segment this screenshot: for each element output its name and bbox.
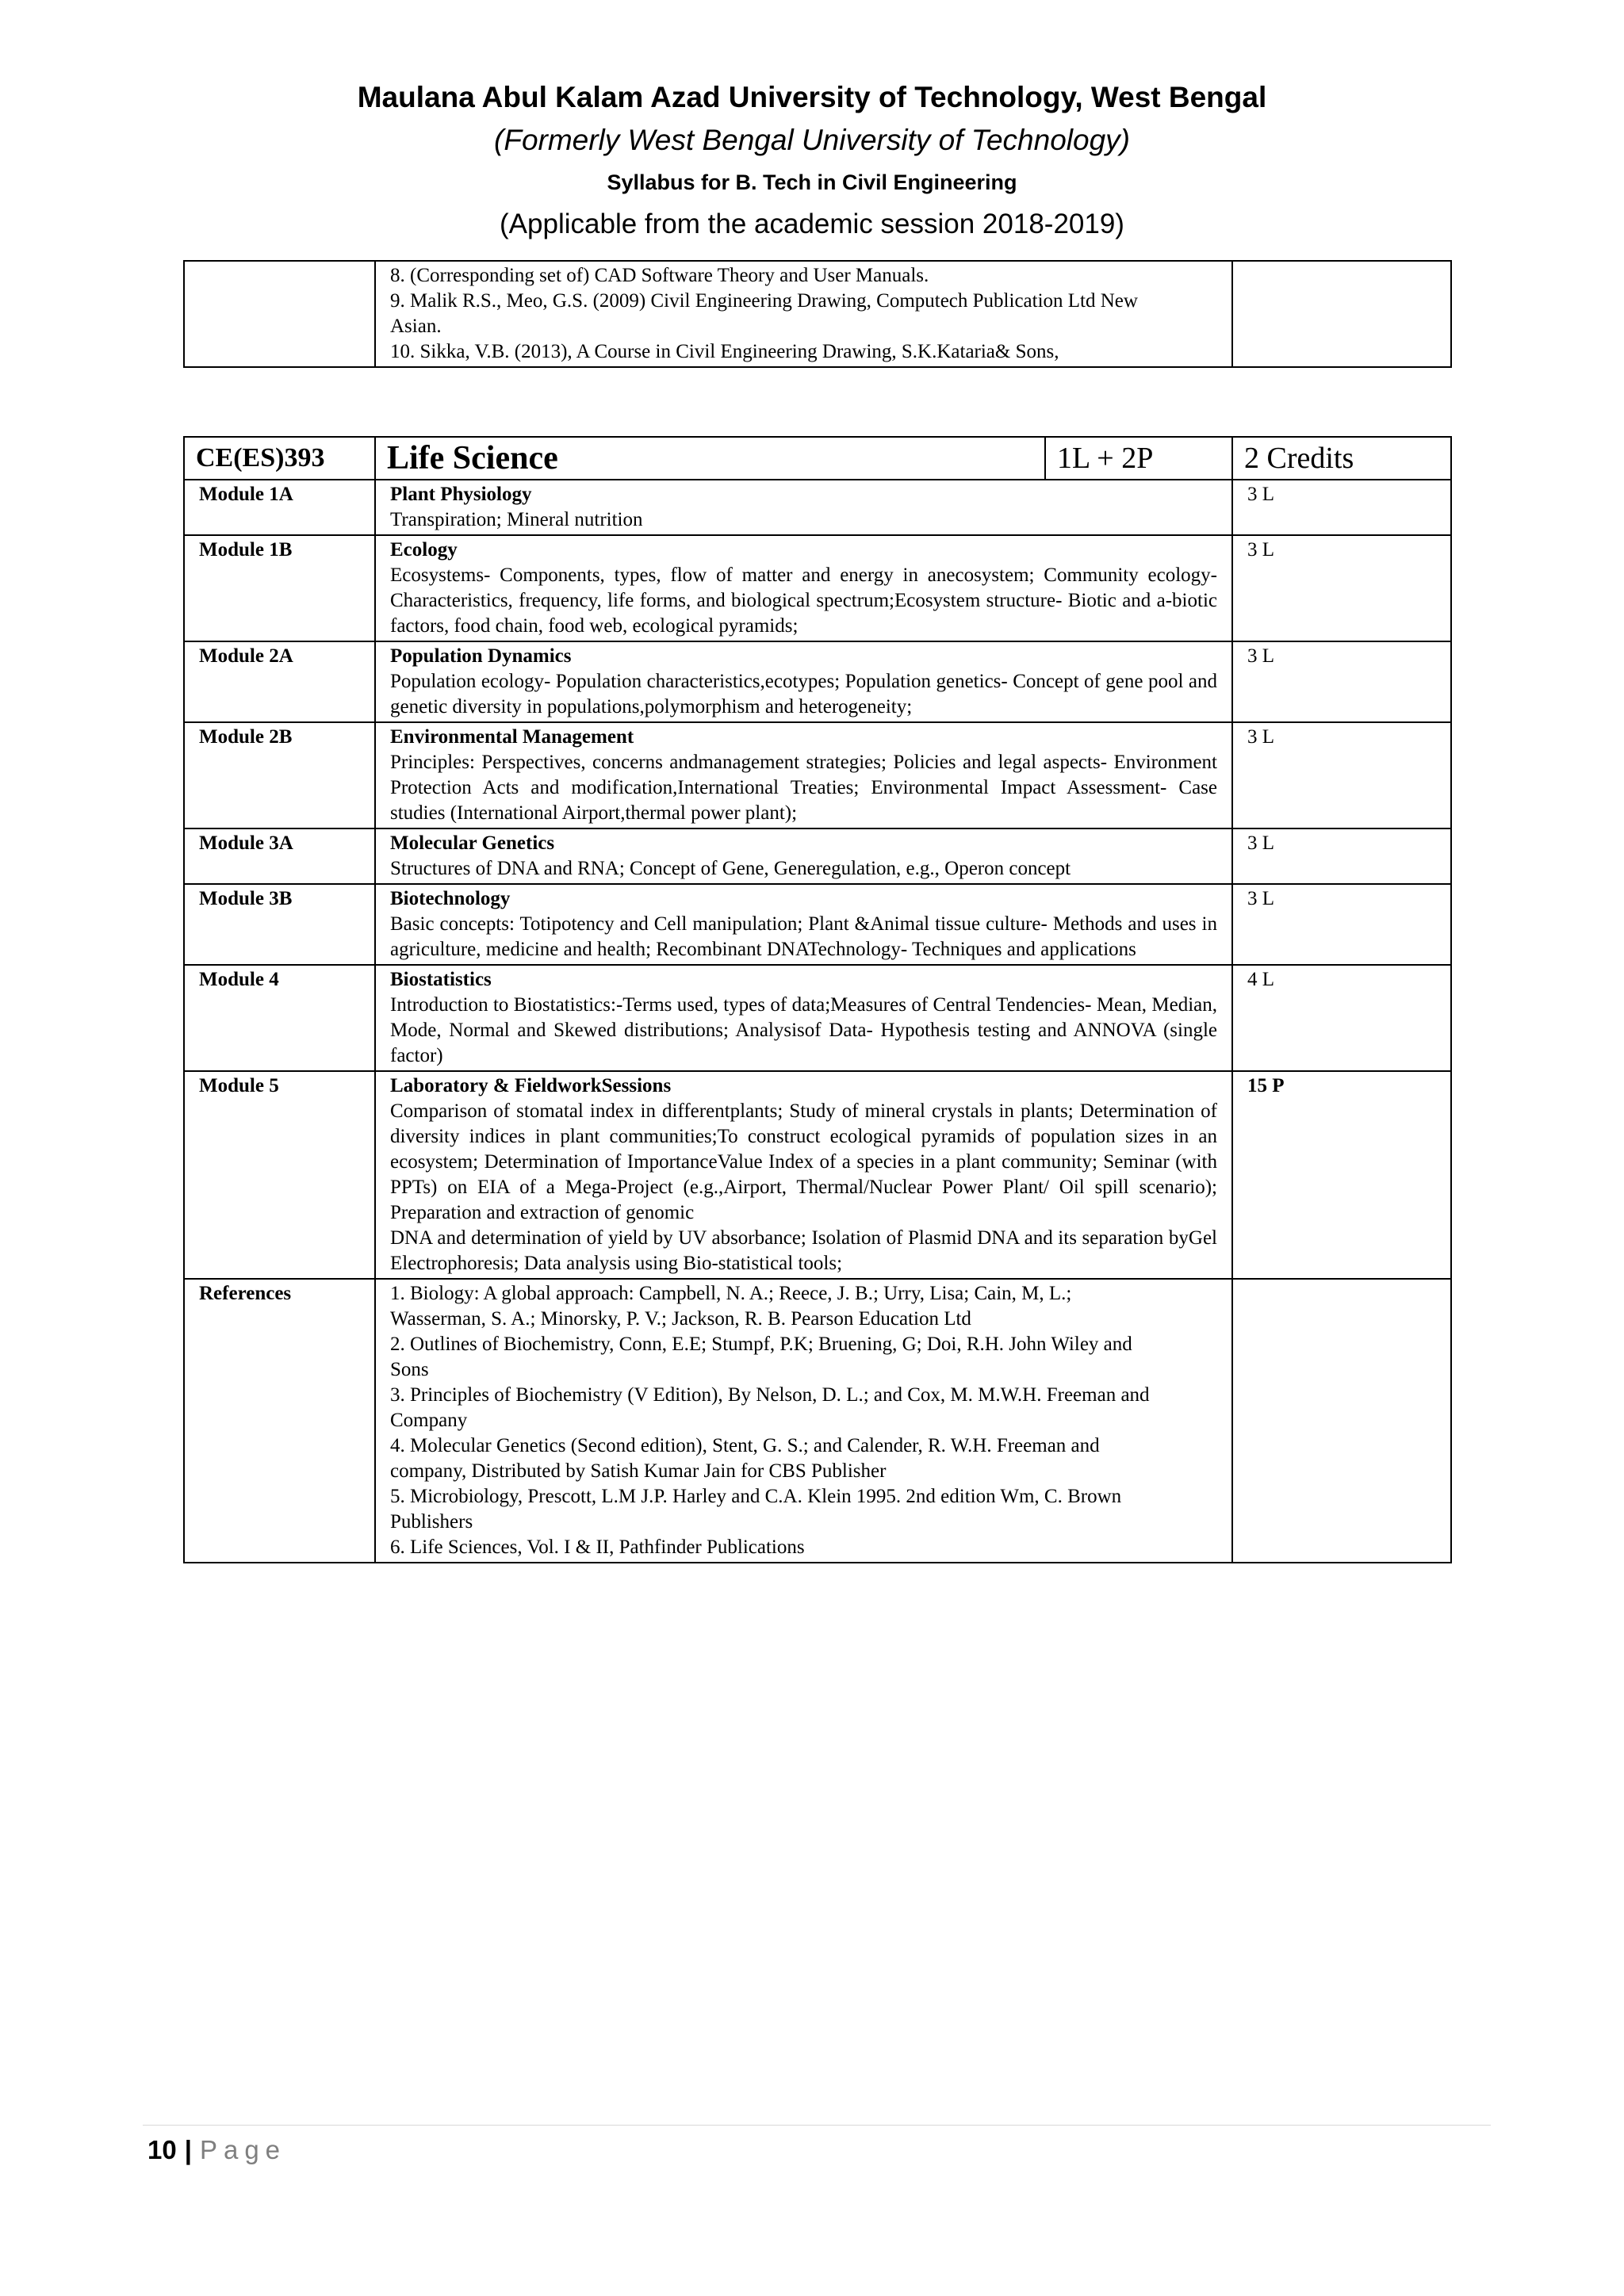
reference-line: 4. Molecular Genetics (Second edition), Stent, G. S.; and Calender, R. W.H. Freeman and xyxy=(390,1435,1100,1456)
module-description: Ecosystems- Components, types, flow of matter and energy in anecosystem; Community ecology- Characteristics, frequency, life forms, and biological spectrum;Ecosystem structure- Biotic and a-biotic factors, food chain, food web, ecological pyramids; xyxy=(390,564,1217,637)
module-content xyxy=(375,884,1232,965)
module-title: Laboratory & FieldworkSessions xyxy=(390,1075,672,1096)
module-hours: 3 L xyxy=(1232,884,1451,965)
empty-cell xyxy=(184,261,375,367)
reference-line: 2. Outlines of Biochemistry, Conn, E.E; Stumpf, P.K; Bruening, G; Doi, R.H. John Wiley and xyxy=(390,1334,1132,1355)
session-note: (Applicable from the academic session 2018-2019) xyxy=(500,209,1124,239)
module-hours: 3 L xyxy=(1232,722,1451,828)
module-description: Transpiration; Mineral nutrition xyxy=(390,509,643,530)
university-name: Maulana Abul Kalam Azad University of Technology, West Bengal xyxy=(357,81,1267,113)
reference-line: Sons xyxy=(390,1359,429,1380)
course-credits: 2 Credits xyxy=(1232,437,1451,480)
formerly-name: (Formerly West Bengal University of Technology) xyxy=(494,124,1130,156)
reference-line: Company xyxy=(390,1410,468,1431)
module-hours: 3 L xyxy=(1232,828,1451,884)
module-content xyxy=(375,1071,1232,1279)
module-description: Introduction to Biostatistics:-Terms used, types of data;Measures of Central Tendencies- Mean, Median, Mode, Normal and Skewed distributions; Analysisof Data- Hypothesis testing and ANNOVA (single factor) xyxy=(390,994,1217,1066)
module-label: Module 3A xyxy=(184,828,375,884)
previous-references-table xyxy=(183,260,1452,368)
module-description-continued: DNA and determination of yield by UV absorbance; Isolation of Plasmid DNA and its separation byGel Electrophoresis; Data analysis using Bio-statistical tools; xyxy=(390,1227,1217,1274)
reference-line: 6. Life Sciences, Vol. I & II, Pathfinder Publications xyxy=(390,1536,805,1558)
reference-line: 5. Microbiology, Prescott, L.M J.P. Harley and C.A. Klein 1995. 2nd edition Wm, C. Brown xyxy=(390,1486,1122,1507)
module-hours: 3 L xyxy=(1232,480,1451,535)
module-description: Structures of DNA and RNA; Concept of Gene, Generegulation, e.g., Operon concept xyxy=(390,858,1071,879)
reference-line: 1. Biology: A global approach: Campbell, N. A.; Reece, J. B.; Urry, Lisa; Cain, M, L.; xyxy=(390,1283,1072,1304)
table-row xyxy=(184,641,1451,722)
page-number: 10 xyxy=(147,2135,177,2164)
references-cell xyxy=(375,261,1232,367)
module-title: Plant Physiology xyxy=(390,484,532,505)
table-row xyxy=(184,828,1451,884)
reference-line: 9. Malik R.S., Meo, G.S. (2009) Civil Engineering Drawing, Computech Publication Ltd New xyxy=(390,290,1138,312)
module-label: Module 1B xyxy=(184,535,375,641)
table-row xyxy=(376,438,1231,479)
table-row xyxy=(184,261,1451,367)
module-title: Ecology xyxy=(390,539,458,561)
course-table xyxy=(183,436,1452,1563)
table-row xyxy=(184,535,1451,641)
footer-separator: | xyxy=(184,2135,192,2164)
module-title: Molecular Genetics xyxy=(390,832,555,854)
table-row xyxy=(184,722,1451,828)
module-label: Module 5 xyxy=(184,1071,375,1279)
reference-line: Publishers xyxy=(390,1511,473,1533)
course-code: CE(ES)393 xyxy=(184,437,375,480)
syllabus-title: Syllabus for B. Tech in Civil Engineering xyxy=(607,170,1017,194)
module-content xyxy=(375,965,1232,1071)
module-label: Module 2A xyxy=(184,641,375,722)
module-content xyxy=(375,480,1232,535)
empty-cell xyxy=(1232,261,1451,367)
module-content xyxy=(375,641,1232,722)
module-title: Population Dynamics xyxy=(390,645,572,667)
module-hours: 3 L xyxy=(1232,535,1451,641)
module-description: Comparison of stomatal index in differentplants; Study of mineral crystals in plants; Determination of diversity indices in plant communities;To construct ecological pyramids of population sizes in an ecosystem; Determination of ImportanceValue Index of a species in a plant community; Seminar (with PPTs) on EIA of a Mega-Project (e.g.,Airport, Thermal/Nuclear Power Plant/ Oil spill scenario); Preparation and extraction of genomic xyxy=(390,1100,1217,1223)
reference-line: Wasserman, S. A.; Minorsky, P. V.; Jackson, R. B. Pearson Education Ltd xyxy=(390,1308,971,1330)
module-content xyxy=(375,828,1232,884)
table-row xyxy=(184,480,1451,535)
table-row xyxy=(184,1071,1451,1279)
module-hours: 4 L xyxy=(1232,965,1451,1071)
table-row xyxy=(184,965,1451,1071)
module-description: Population ecology- Population characteristics,ecotypes; Population genetics- Concept of gene pool and genetic diversity in populations,polymorphism and heterogeneity; xyxy=(390,671,1217,718)
module-hours: 15 P xyxy=(1232,1071,1451,1279)
reference-line: Asian. xyxy=(390,316,442,337)
reference-line: 10. Sikka, V.B. (2013), A Course in Civil Engineering Drawing, S.K.Kataria& Sons, xyxy=(390,341,1059,362)
references-label: References xyxy=(184,1279,375,1563)
table-row xyxy=(184,1279,1451,1563)
footer-divider xyxy=(143,2125,1491,2126)
reference-line: company, Distributed by Satish Kumar Jain for CBS Publisher xyxy=(390,1460,887,1482)
table-row xyxy=(184,884,1451,965)
module-content xyxy=(375,535,1232,641)
reference-line: 3. Principles of Biochemistry (V Edition), By Nelson, D. L.; and Cox, M. M.W.H. Freeman and xyxy=(390,1384,1150,1406)
reference-line: 8. (Corresponding set of) CAD Software Theory and User Manuals. xyxy=(390,265,929,286)
empty-cell xyxy=(1232,1279,1451,1563)
page-label: Page xyxy=(199,2135,287,2164)
module-title: Biostatistics xyxy=(390,969,492,990)
course-title-inner xyxy=(376,438,1231,479)
course-title: Life Science xyxy=(376,438,1045,479)
module-content xyxy=(375,722,1232,828)
course-title-cell xyxy=(375,437,1232,480)
page-footer xyxy=(147,2128,286,2172)
module-description: Basic concepts: Totipotency and Cell manipulation; Plant &Animal tissue culture- Methods and uses in agriculture, medicine and health; Recombinant DNATechnology- Techniques and applications xyxy=(390,913,1217,960)
references-content xyxy=(375,1279,1232,1563)
course-ltp: 1L + 2P xyxy=(1057,442,1154,475)
module-hours: 3 L xyxy=(1232,641,1451,722)
module-label: Module 2B xyxy=(184,722,375,828)
module-label: Module 1A xyxy=(184,480,375,535)
module-title: Biotechnology xyxy=(390,888,511,909)
course-header-row xyxy=(184,437,1451,480)
module-description: Principles: Perspectives, concerns andmanagement strategies; Policies and legal aspects- Environment Protection Acts and modification,International Treaties; Environmental Impact Assessment- Case studies (International Airport,thermal power plant); xyxy=(390,752,1217,824)
module-label: Module 3B xyxy=(184,884,375,965)
module-title: Environmental Management xyxy=(390,726,634,748)
page-header xyxy=(0,76,1624,246)
module-label: Module 4 xyxy=(184,965,375,1071)
